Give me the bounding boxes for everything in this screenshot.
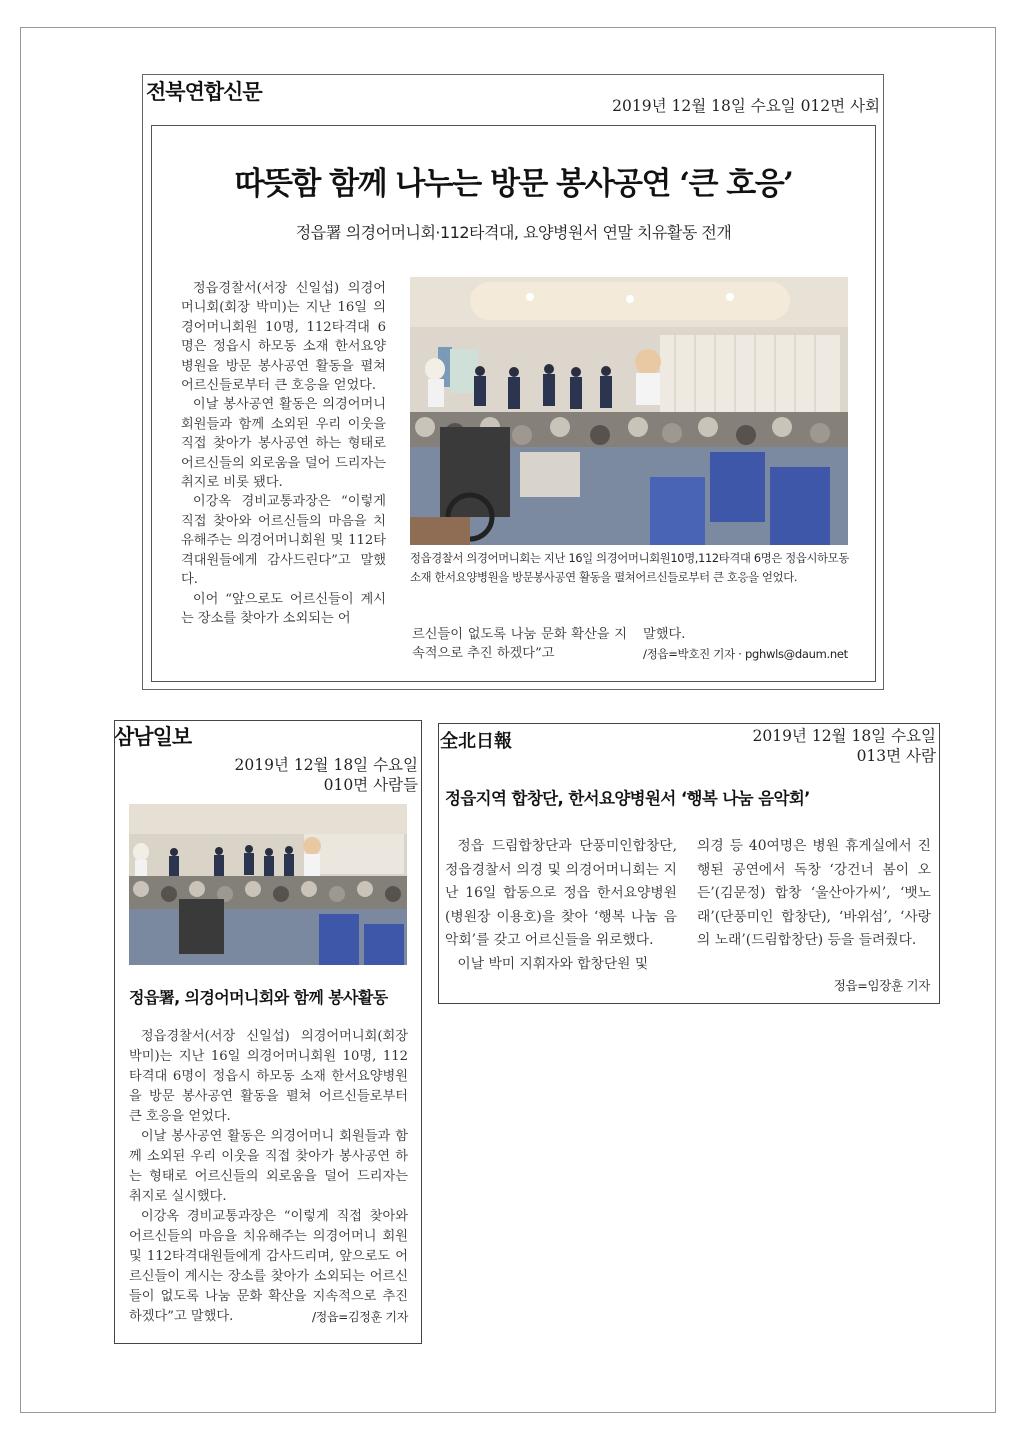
article1-column-1 bbox=[181, 279, 386, 628]
article1-headline: 따뜻함 함께 나누는 방문 봉사공연 ‘큰 호응’ bbox=[234, 166, 793, 202]
article1-paragraph: 이어 “앞으로도 어르신들이 계시는 장소를 찾아가 소외되는 어 bbox=[181, 591, 386, 626]
article2-photo bbox=[129, 804, 407, 965]
article2-dateline-1: 2019년 12월 18일 수요일 bbox=[234, 756, 418, 774]
article2-masthead: 삼남일보 bbox=[114, 725, 192, 749]
article3-dateline-2: 013면 사람 bbox=[856, 747, 936, 765]
article1-column-2 bbox=[412, 625, 627, 664]
article2-paragraph: 이날 봉사공연 활동은 의경어머니 회원들과 함께 소외된 우리 이웃을 직접 찾아가 봉사공연 하는 형태로 어르신들의 외로움을 덜어 드리자는 취지로 실시했다. bbox=[129, 1129, 408, 1204]
article1-masthead: 전북연합신문 bbox=[146, 80, 262, 104]
article2-body bbox=[129, 1027, 408, 1327]
article3-paragraph: 정읍 드림합창단과 단풍미인합창단, 정읍경찰서 의경 및 의경어머니회는 지난 16일 합동으로 정읍 한서요양병원(병원장 이용호)을 찾아 ‘행복 나눔 음악회’를 갖고 어르신들을 위로했다. bbox=[445, 838, 677, 948]
article3-dateline-1: 2019년 12월 18일 수요일 bbox=[752, 727, 936, 745]
article3-headline: 정읍지역 합창단, 한서요양병원서 ‘행복 나눔 음악회’ bbox=[445, 789, 810, 808]
article1-paragraph: 이강옥 경비교통과장은 “이렇게 직접 찾아와 어르신들의 마음을 치유해주는 의경어머니회원 및 112타격대원들에게 감사드린다”고 말했다. bbox=[181, 494, 386, 588]
article1-dateline: 2019년 12월 18일 수요일 012면 사회 bbox=[612, 97, 880, 115]
article3-byline: 정읍=임장훈 기자 bbox=[833, 978, 930, 993]
article2-paragraph: 정읍경찰서(서장 신일섭) 의경어머니회(회장 박미)는 지난 16일 의경어머니회원 10명, 112타격대 6명이 정읍시 하모동 소재 한서요양병원을 방문 봉사공연 활동을 펼쳐 어르신들로부터 큰 호응을 얻었다. bbox=[129, 1029, 408, 1124]
article3-column-2 bbox=[697, 835, 931, 953]
article2-paragraph: 이강옥 경비교통과장은 “이렇게 직접 찾아와 어르신들의 마음을 치유해주는 의경어머니 회원 및 112타격대원들에게 감사드리며, 앞으로도 어르신들이 계시는 장소를 찾아가 소외되는 어르신들이 없도록 나눔 문화 확산을 지속적으로 추진하겠다”고 말했다. bbox=[129, 1209, 408, 1324]
article1-paragraph: 말했다. bbox=[643, 627, 686, 642]
article3-paragraph: 이날 박미 지휘자와 합창단원 및 bbox=[457, 955, 649, 972]
article1-paragraph: 이날 봉사공연 활동은 의경어머니 회원들과 함께 소외된 우리 이웃을 직접 찾아가 봉사공연 하는 형태로 어르신들의 외로움을 덜어 드리자는 취지로 비롯 됐다. bbox=[181, 397, 386, 491]
article3-masthead: 全北日報 bbox=[440, 731, 512, 752]
article3-paragraph: 의경 등 40여명은 병원 휴게실에서 진행된 공연에서 독창 ‘강건너 봄이 오든’(김문정) 합창 ‘울산아가씨’, ‘뱃노래’(단풍미인 합창단), ‘바위섬’, ‘사랑의 노래’(드림합창단) 등을 들려줬다. bbox=[697, 838, 931, 948]
article2-byline: /정읍=김정훈 기자 bbox=[311, 1310, 408, 1324]
article1-byline: /정읍=박호진 기자 · pghwls@daum.net bbox=[643, 647, 848, 661]
article3-column-1 bbox=[445, 835, 677, 976]
article1-photo bbox=[410, 277, 848, 545]
article1-column-3 bbox=[643, 625, 858, 644]
article2-dateline-2: 010면 사람들 bbox=[323, 776, 418, 794]
article1-paragraph: 르신들이 없도록 나눔 문화 확산을 지속적으로 추진 하겠다”고 bbox=[412, 627, 627, 662]
article1-paragraph: 정읍경찰서(서장 신일섭) 의경어머니회(회장 박미)는 지난 16일 의경어머니회원 10명, 112타격대 6명은 정읍시 하모동 소재 한서요양병원을 방문 봉사공연 활동을 펼쳐 어르신들로부터 큰 호응을 얻었다. bbox=[181, 281, 386, 394]
article1-subheadline: 정읍署 의경어머니회·112타격대, 요양병원서 연말 치유활동 전개 bbox=[295, 223, 732, 242]
article2-headline: 정읍署, 의경어머니회와 함께 봉사활동 bbox=[129, 988, 388, 1007]
article1-photo-caption: 정읍경찰서 의경어머니회는 지난 16일 의경어머니회원10명,112타격대 6명은 정읍시하모동 소재 한서요양병원을 방문봉사공연 활동을 펼쳐어르신들로부터 큰 호응을 얻었다. bbox=[410, 552, 849, 584]
